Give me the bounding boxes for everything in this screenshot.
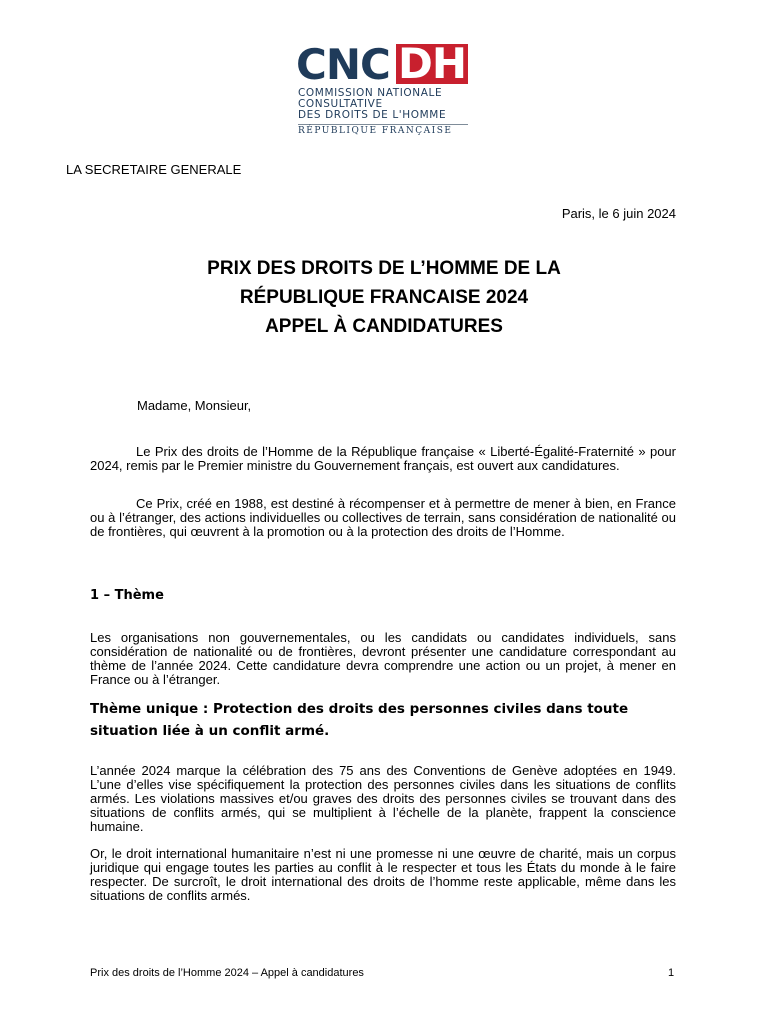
place-date: Paris, le 6 juin 2024 [561, 206, 676, 221]
logo-name-line: CONSULTATIVE [298, 98, 383, 110]
sender-title: LA SECRETAIRE GENERALE [66, 162, 242, 177]
footer-text: Prix des droits de l’Homme 2024 – Appel à candidatures [90, 967, 364, 979]
paragraph-humanitarian-law: Or, le droit international humanitaire n’est ni une promesse ni une œuvre de charité, mais un corpus juridique qui engage toutes les parties au conflit à le respecter et tous les États du monde à le faire respecter. De surcroît, le droit international des droits de l’homme reste applicable, même dans les situations de conflits armés. [90, 846, 676, 903]
title-line: RÉPUBLIQUE FRANCAISE 2024 [239, 287, 529, 308]
logo-acronym-dh: DH [397, 39, 466, 88]
theme-statement: Thème unique : Protection des droits des personnes civiles dans toute situation liée à un conflit armé. [90, 701, 629, 739]
paragraph-prize-description: Ce Prix, créé en 1988, est destiné à récompenser et à permettre de mener à bien, en France ou à l’étranger, des actions individuelles ou collectives de terrain, sans considération de nationalité ou de frontières, qui œuvrent à la promotion ou à la protection des droits de l’Homme. [90, 496, 676, 539]
title-line: PRIX DES DROITS DE L’HOMME DE LA [207, 258, 561, 279]
page-number: 1 [668, 967, 675, 979]
cncdh-logo [296, 39, 472, 140]
paragraph-intro: Le Prix des droits de l’Homme de la République française « Liberté-Égalité-Fraternité » pour 2024, remis par le Premier ministre du Gouvernement français, est ouvert aux candidatures. [90, 444, 676, 473]
section-heading-theme: 1 – Thème [90, 588, 164, 603]
salutation: Madame, Monsieur, [137, 398, 252, 413]
logo-republic: RÉPUBLIQUE FRANÇAISE [298, 126, 453, 136]
title-line: APPEL À CANDIDATURES [265, 316, 503, 337]
logo-full-name [298, 88, 446, 121]
logo-name-line: DES DROITS DE L'HOMME [298, 109, 447, 121]
logo-acronym-cnc: CNC [296, 40, 390, 89]
paragraph-geneva-conventions: L’année 2024 marque la célébration des 75 ans des Conventions de Genève adoptées en 1949. L’une d’elles vise spécifiquement la protection des personnes civiles dans les situations de conflits armés. Les violations massives et/ou graves des droits des personnes civiles se trouvant dans des situations de conflits armés, qui se multiplient à l’échelle de la planète, frappent la conscience humaine. [90, 763, 676, 834]
logo-divider [298, 124, 468, 125]
document-title [100, 254, 668, 341]
paragraph-eligibility: Les organisations non gouvernementales, ou les candidats ou candidates individuels, sans considération de nationalité ou de frontières, devront présenter une candidature correspondant au thème de l’année 2024. Cette candidature devra comprendre une action ou un projet, à mener en France ou à l’étranger. [90, 630, 676, 687]
logo-name-line: COMMISSION NATIONALE [298, 87, 443, 99]
